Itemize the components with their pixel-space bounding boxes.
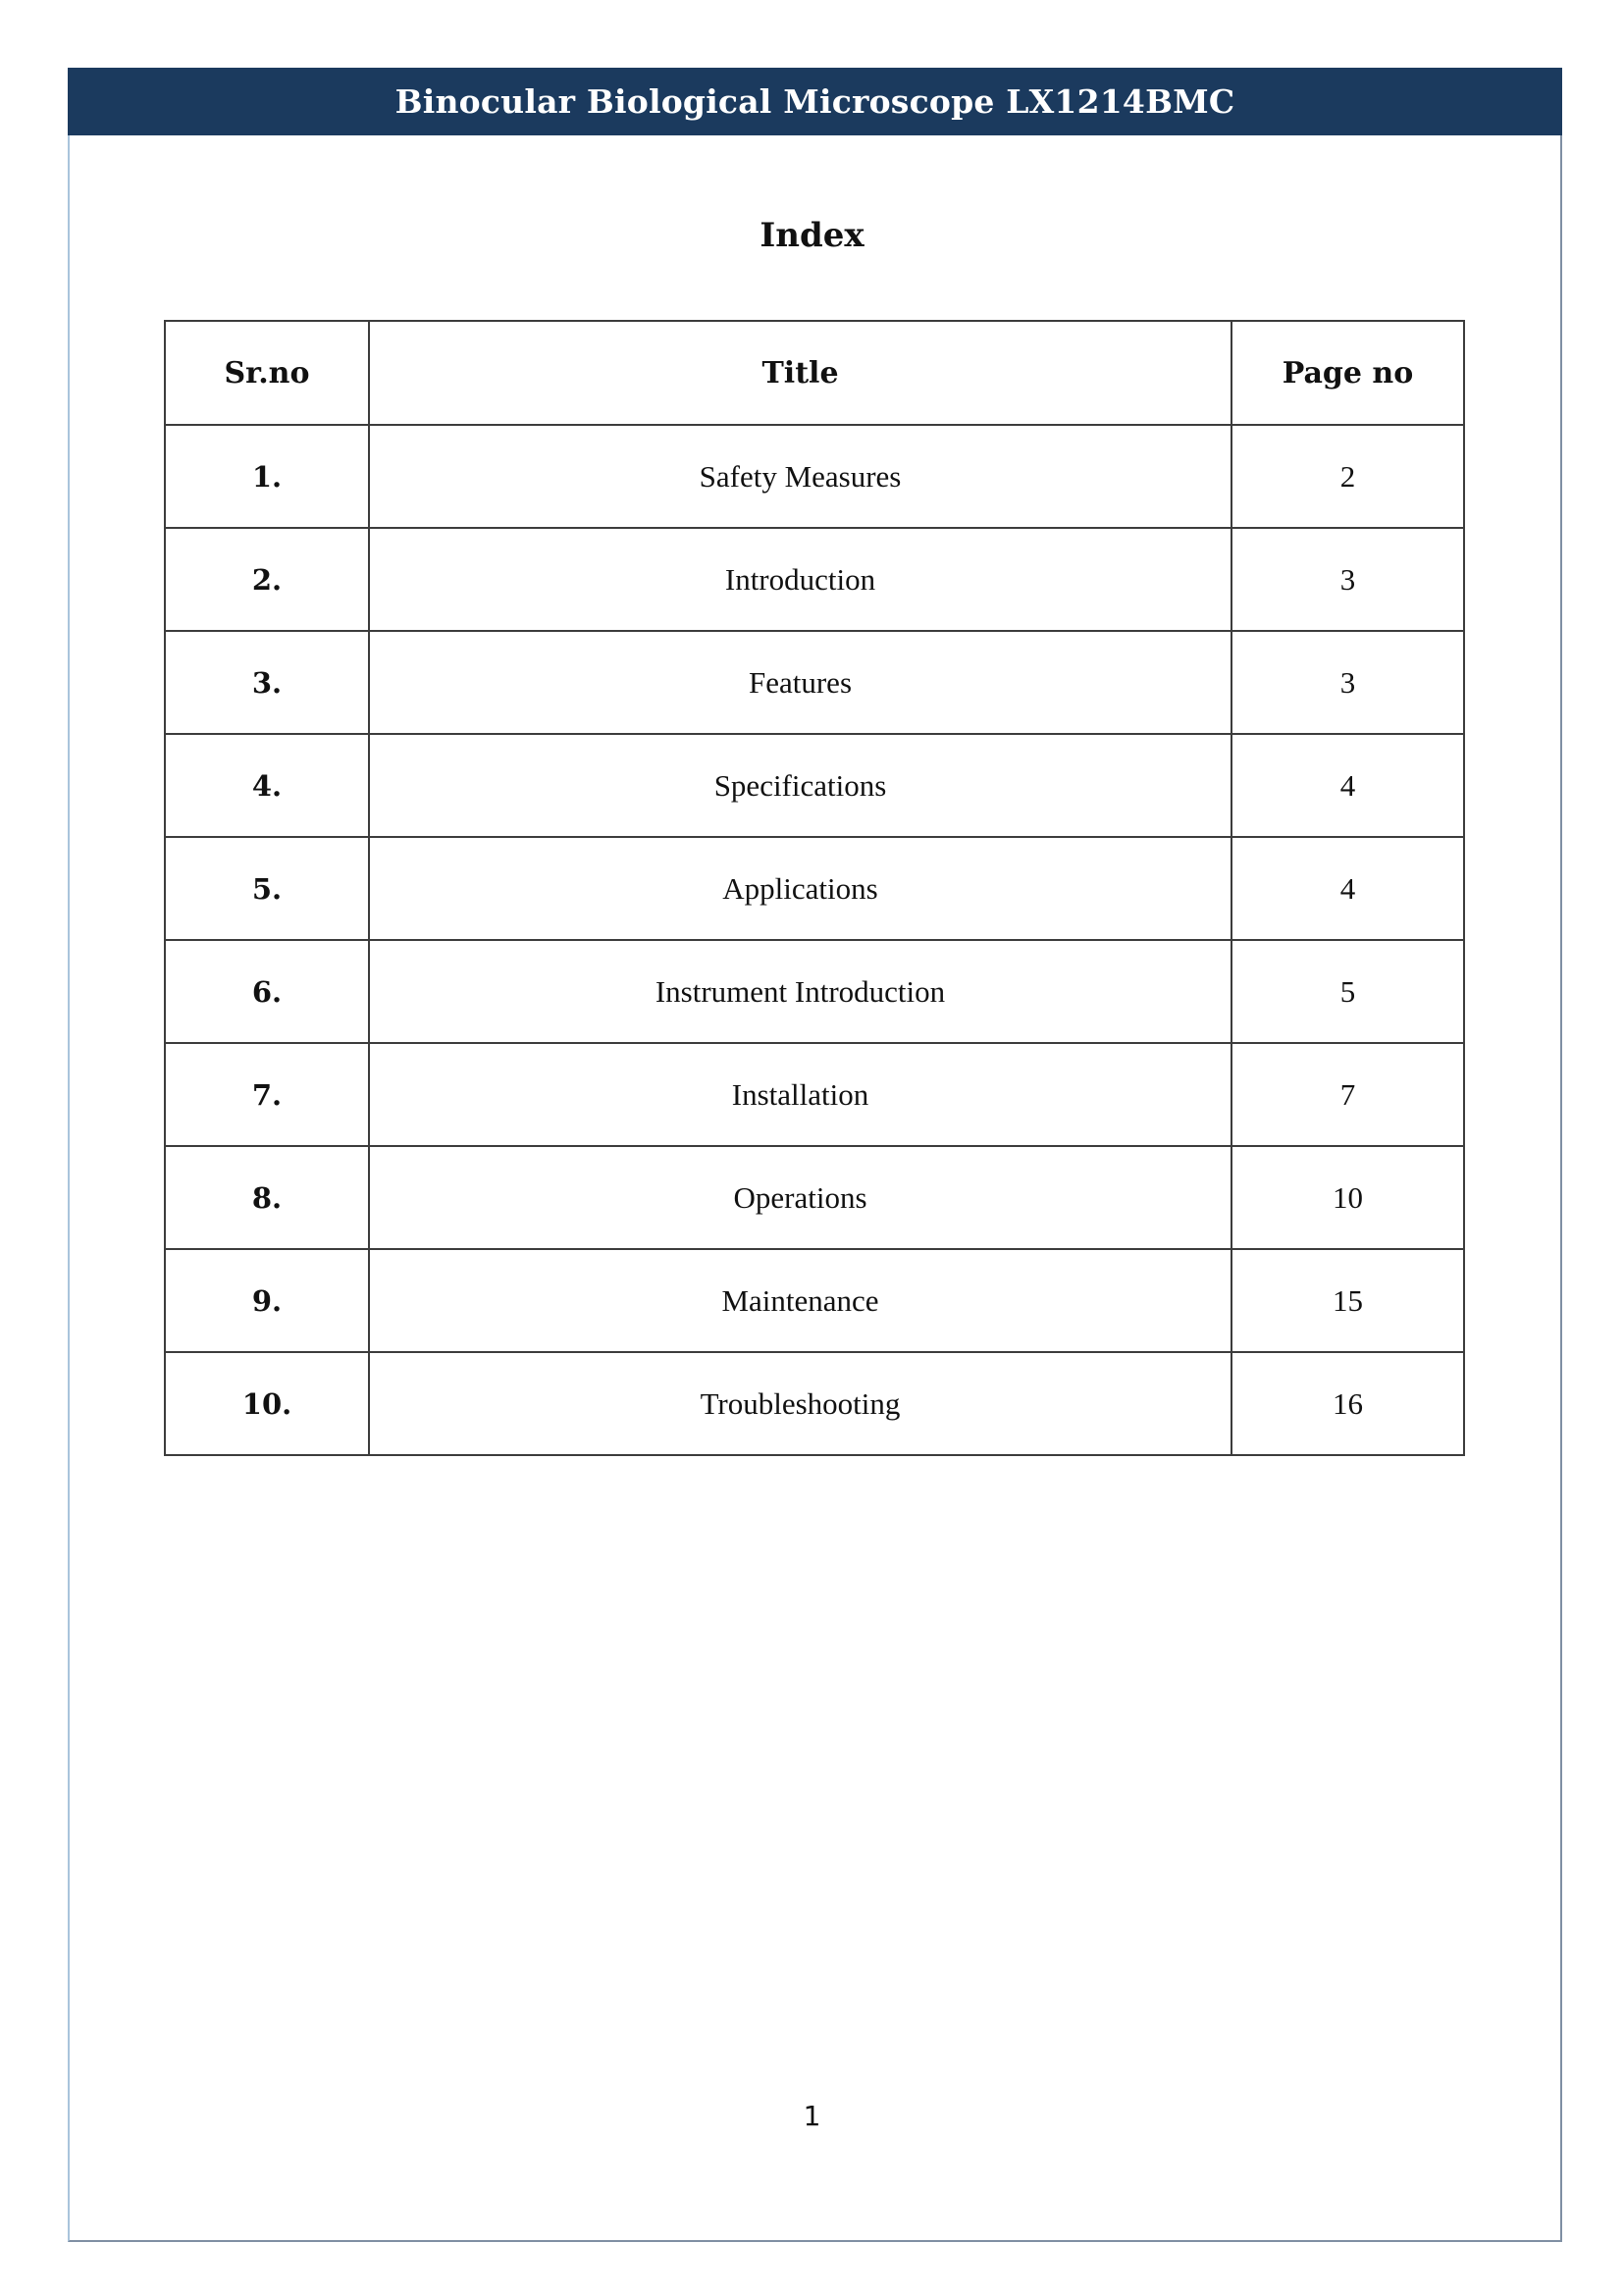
table-row: [165, 1249, 1464, 1352]
row-page-no: 15: [1231, 1249, 1464, 1352]
table-row: [165, 631, 1464, 734]
table-row: [165, 1146, 1464, 1249]
row-srno: 9.: [165, 1249, 369, 1352]
row-page-no: 3: [1231, 528, 1464, 631]
table-row: [165, 837, 1464, 940]
row-page-no: 4: [1231, 837, 1464, 940]
column-header-srno: Sr.no: [165, 321, 369, 425]
row-srno: 7.: [165, 1043, 369, 1146]
row-title-link[interactable]: Operations: [369, 1146, 1231, 1249]
row-title-link[interactable]: Safety Measures: [369, 425, 1231, 528]
table-row: [165, 734, 1464, 837]
row-title-link[interactable]: Applications: [369, 837, 1231, 940]
column-header-page-no: Page no: [1231, 321, 1464, 425]
index-table-header-row: [165, 321, 1464, 425]
row-srno: 5.: [165, 837, 369, 940]
row-page-no: 5: [1231, 940, 1464, 1043]
row-srno: 4.: [165, 734, 369, 837]
row-title-link[interactable]: Features: [369, 631, 1231, 734]
table-row: [165, 1043, 1464, 1146]
row-page-no: 3: [1231, 631, 1464, 734]
table-row: [165, 528, 1464, 631]
column-header-title: Title: [369, 321, 1231, 425]
row-srno: 3.: [165, 631, 369, 734]
row-title-link[interactable]: Maintenance: [369, 1249, 1231, 1352]
row-srno: 1.: [165, 425, 369, 528]
page-number: 1: [803, 2100, 821, 2132]
row-page-no: 10: [1231, 1146, 1464, 1249]
table-row: [165, 1352, 1464, 1455]
row-srno: 2.: [165, 528, 369, 631]
index-heading: Index: [760, 216, 864, 255]
table-row: [165, 940, 1464, 1043]
table-row: [165, 425, 1464, 528]
row-srno: 6.: [165, 940, 369, 1043]
document-header-title: Binocular Biological Microscope LX1214BMC: [394, 82, 1235, 121]
row-title-link[interactable]: Specifications: [369, 734, 1231, 837]
row-title-link[interactable]: Troubleshooting: [369, 1352, 1231, 1455]
row-page-no: 7: [1231, 1043, 1464, 1146]
document-header: [68, 68, 1562, 135]
row-srno: 10.: [165, 1352, 369, 1455]
row-page-no: 16: [1231, 1352, 1464, 1455]
row-srno: 8.: [165, 1146, 369, 1249]
row-page-no: 4: [1231, 734, 1464, 837]
row-page-no: 2: [1231, 425, 1464, 528]
row-title-link[interactable]: Introduction: [369, 528, 1231, 631]
index-table: [164, 320, 1465, 1456]
row-title-link[interactable]: Instrument Introduction: [369, 940, 1231, 1043]
row-title-link[interactable]: Installation: [369, 1043, 1231, 1146]
